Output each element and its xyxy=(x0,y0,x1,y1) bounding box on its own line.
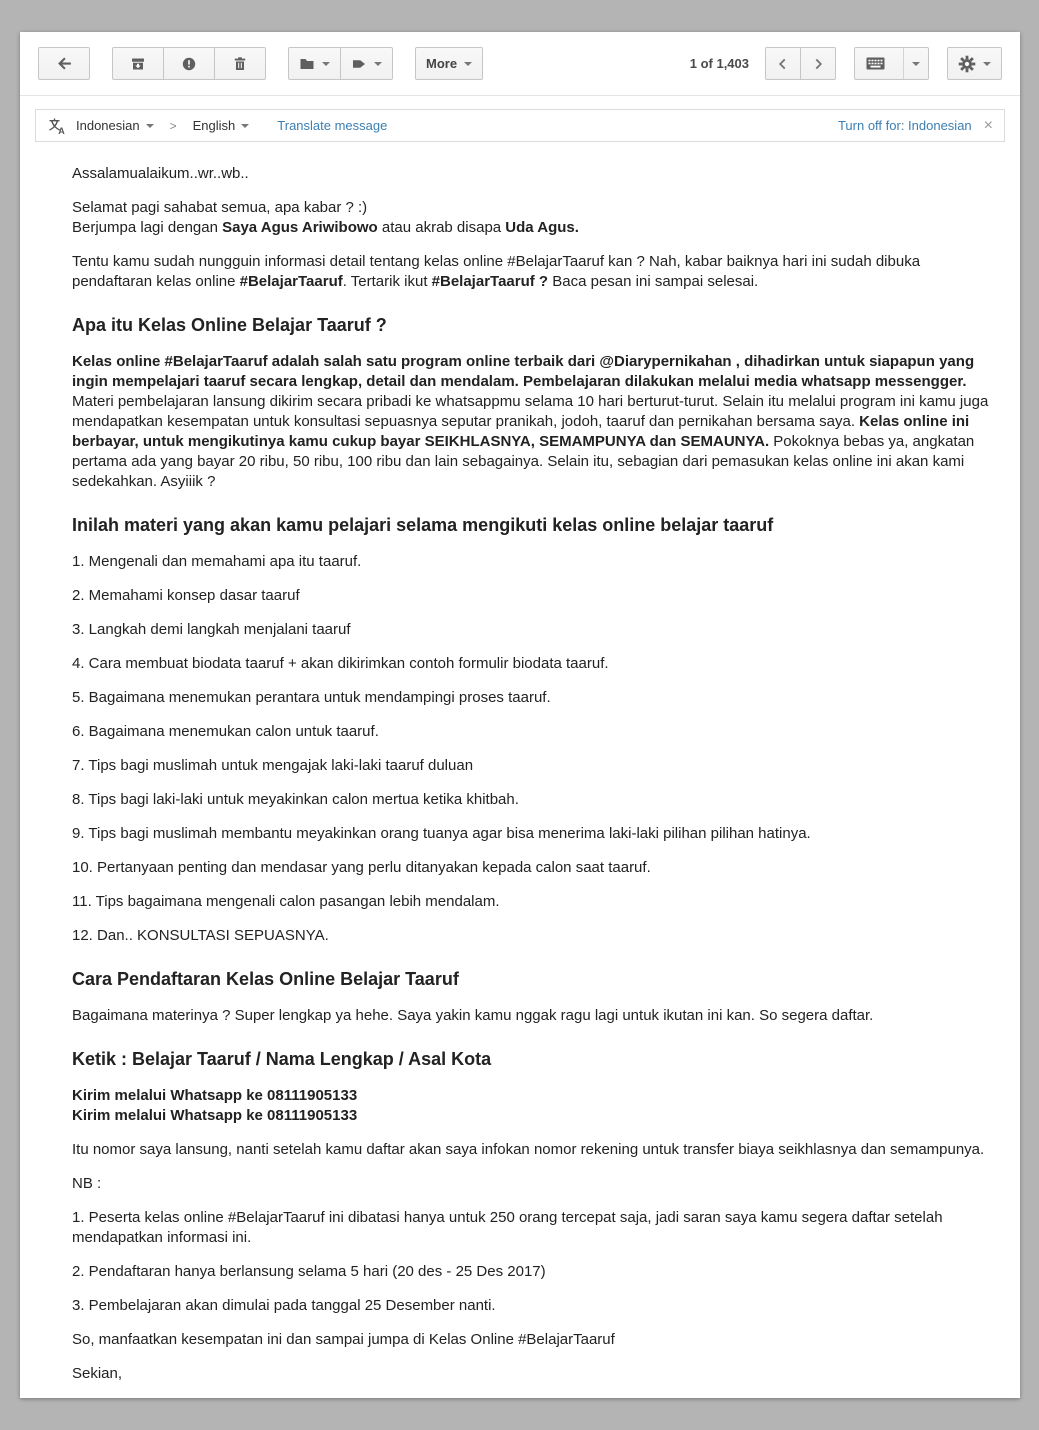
dropdown-caret-icon xyxy=(464,62,472,66)
archive-button[interactable] xyxy=(112,47,164,80)
body-paragraph: Berjumpa lagi dengan Saya Agus Ariwibowo atau akrab disapa Uda Agus. xyxy=(72,219,579,236)
organize-group xyxy=(288,47,393,80)
body-paragraph: Itu nomor saya lansung, nanti setelah kamu daftar akan saya infokan nomor rekening untuk transfer biaya seikhlasnya dan semampunya. xyxy=(72,1141,985,1158)
body-paragraph: Kirim melalui Whatsapp ke 08111905133 xyxy=(72,1087,358,1104)
body-paragraph: Sekian, xyxy=(72,1365,123,1382)
exclamation-circle-icon xyxy=(181,56,197,72)
pagination-counter: 1 of 1,403 xyxy=(689,56,749,71)
body-paragraph: Kirim melalui Whatsapp ke 08111905133 xyxy=(72,1107,358,1124)
body-paragraph: 4. Cara membuat biodata taaruf + akan dikirimkan contoh formulir biodata taaruf. xyxy=(72,655,609,672)
source-language-select[interactable] xyxy=(76,118,154,133)
input-tools-menu[interactable] xyxy=(903,48,928,79)
labels-button[interactable] xyxy=(340,47,393,80)
body-heading: Inilah materi yang akan kamu pelajari selama mengikuti kelas online belajar taaruf xyxy=(72,515,774,535)
body-paragraph: 9. Tips bagi muslimah membantu meyakinkan orang tuanya agar bisa menerima laki-laki pilihan pilihan hatinya. xyxy=(72,825,811,842)
body-paragraph: 2. Pendaftaran hanya berlansung selama 5 hari (20 des - 25 Des 2017) xyxy=(72,1263,546,1280)
older-button[interactable] xyxy=(800,47,836,80)
body-paragraph: 3. Langkah demi langkah menjalani taaruf xyxy=(72,621,351,638)
svg-text:A: A xyxy=(58,125,65,136)
body-paragraph: 1. Peserta kelas online #BelajarTaaruf ini dibatasi hanya untuk 250 orang tercepat saja, jadi saran saya kamu segera daftar setelah mendapatkan informasi ini. xyxy=(72,1209,943,1246)
translate-message-link[interactable]: Translate message xyxy=(277,118,388,133)
pager-group xyxy=(765,47,836,80)
toolbar-right xyxy=(690,47,1002,80)
dropdown-caret-icon xyxy=(912,62,920,66)
settings-button[interactable] xyxy=(947,47,1002,80)
close-icon[interactable]: × xyxy=(983,116,993,134)
email-view-card xyxy=(20,32,1020,1398)
chevron-right-icon xyxy=(811,57,825,71)
report-spam-button[interactable] xyxy=(163,47,215,80)
body-paragraph: 6. Bagaimana menemukan calon untuk taaruf. xyxy=(72,723,379,740)
body-paragraph: NB : xyxy=(72,1175,102,1192)
delete-button[interactable] xyxy=(214,47,266,80)
trash-icon xyxy=(232,56,248,72)
translate-bar xyxy=(35,109,1005,142)
target-language-select[interactable] xyxy=(193,118,250,133)
chevron-left-icon xyxy=(776,57,790,71)
keyboard-icon xyxy=(866,56,885,71)
dropdown-caret-icon xyxy=(322,62,330,66)
body-paragraph: 5. Bagaimana menemukan perantara untuk mendampingi proses taaruf. xyxy=(72,689,551,706)
body-paragraph: 8. Tips bagi laki-laki untuk meyakinkan calon mertua ketika khitbah. xyxy=(72,791,519,808)
target-language-label: English xyxy=(192,118,236,133)
body-paragraph: 7. Tips bagi muslimah untuk mengajak laki-laki taaruf duluan xyxy=(72,757,474,774)
archive-icon xyxy=(130,56,146,72)
body-heading: Ketik : Belajar Taaruf / Nama Lengkap / Asal Kota xyxy=(72,1049,492,1069)
body-paragraph: So, manfaatkan kesempatan ini dan sampai jumpa di Kelas Online #BelajarTaaruf xyxy=(72,1331,615,1348)
move-to-button[interactable] xyxy=(288,47,341,80)
body-paragraph: Bagaimana materinya ? Super lengkap ya hehe. Saya yakin kamu nggak ragu lagi untuk ikutan ini kan. So segera daftar. xyxy=(72,1007,874,1024)
dropdown-caret-icon xyxy=(146,124,154,128)
body-paragraph: 11. Tips bagaimana mengenali calon pasangan lebih mendalam. xyxy=(72,893,500,910)
body-paragraph: Kelas online #BelajarTaaruf adalah salah satu program online terbaik dari @Diarypernikahan , dihadirkan untuk siapapun yang ingin mempelajari taaruf secara lengkap, detail dan mendalam. Pembelajaran dilakukan melalui media whatsapp messengger. Materi pembelajaran lansung dikirim secara pribadi ke whatsappmu selama 10 hari berturut-turut. Selain itu melalui program ini kamu juga mendapatkan kesempatan untuk konsultasi sepuasnya seputar pranikah, jodoh, taaruf dan pernikahan bersama saya. Kelas online ini berbayar, untuk mengikutinya kamu cukup bayar SEIKHLASNYA, SEMAMPUNYA dan SEMAUNYA. Pokoknya bebas ya, angkatan pertama ada yang bayar 20 ribu, 50 ribu, 100 ribu dan lain sebagainya. Selain itu, sebagian dari pemasukan kelas online ini akan kami sedekahkan. Asyiiik ? xyxy=(72,353,989,490)
translate-icon xyxy=(47,116,67,136)
body-paragraph: 3. Pembelajaran akan dimulai pada tanggal 25 Desember nanti. xyxy=(72,1297,496,1314)
body-heading: Apa itu Kelas Online Belajar Taaruf ? xyxy=(72,315,387,335)
message-actions-group xyxy=(112,47,266,80)
body-paragraph: 2. Memahami konsep dasar taaruf xyxy=(72,587,300,604)
dropdown-caret-icon xyxy=(374,62,382,66)
language-arrow-separator: > xyxy=(169,118,177,133)
turn-off-translate-link[interactable]: Turn off for: Indonesian xyxy=(837,118,972,133)
toolbar xyxy=(20,32,1020,96)
body-paragraph: Assalamualaikum..wr..wb.. xyxy=(72,165,249,182)
body-paragraph: 12. Dan.. KONSULTASI SEPUASNYA. xyxy=(72,927,329,944)
more-button[interactable] xyxy=(415,47,483,80)
back-button[interactable] xyxy=(38,47,90,80)
translate-bar-right xyxy=(838,118,993,134)
more-button-label: More xyxy=(426,56,458,71)
keyboard-toggle[interactable] xyxy=(855,48,896,79)
back-arrow-icon xyxy=(56,55,73,72)
body-heading: Cara Pendaftaran Kelas Online Belajar Taaruf xyxy=(72,969,459,989)
email-body xyxy=(20,142,1020,1384)
source-language-label: Indonesian xyxy=(76,118,140,133)
body-paragraph: 1. Mengenali dan memahami apa itu taaruf. xyxy=(72,553,362,570)
body-paragraph: 10. Pertanyaan penting dan mendasar yang perlu ditanyakan kepada calon saat taaruf. xyxy=(72,859,651,876)
body-paragraph: Selamat pagi sahabat semua, apa kabar ? :) xyxy=(72,199,368,216)
gear-icon xyxy=(958,55,976,73)
body-paragraph: Tentu kamu sudah nungguin informasi detail tentang kelas online #BelajarTaaruf kan ? Nah, kabar baiknya hari ini sudah dibuka pendaftaran kelas online #BelajarTaaruf. Tertarik ikut #BelajarTaaruf ? Baca pesan ini sampai selesai. xyxy=(72,253,921,290)
label-tag-icon xyxy=(351,56,367,72)
dropdown-caret-icon xyxy=(983,62,991,66)
folder-icon xyxy=(299,56,315,72)
input-tools-button xyxy=(854,47,929,80)
dropdown-caret-icon xyxy=(241,124,249,128)
newer-button[interactable] xyxy=(765,47,801,80)
